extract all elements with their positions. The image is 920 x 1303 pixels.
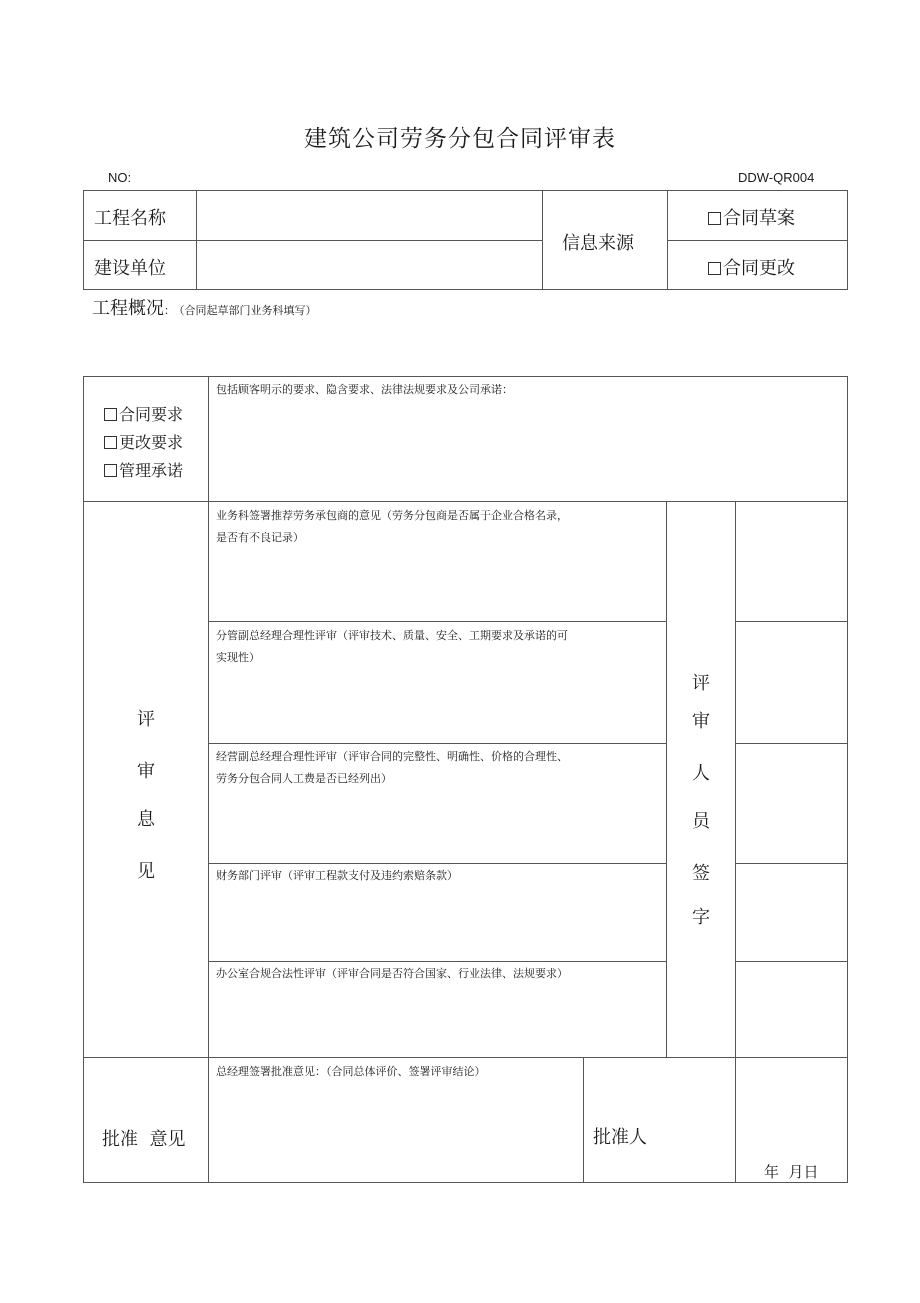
project-name-field[interactable] [197, 192, 541, 239]
info-source-label: 信息来源 [562, 233, 634, 254]
review-item-office [216, 963, 656, 985]
approver-signature-field[interactable] [736, 1058, 846, 1153]
option-management-commitment[interactable] [104, 457, 183, 485]
review-label-char-4: 见 [137, 861, 155, 882]
signature-label-char-4: 员 [692, 811, 710, 832]
review-item-finance [216, 865, 656, 887]
signature-label-char-6: 字 [692, 907, 710, 928]
signature-label-char-2: 审 [692, 711, 710, 732]
review-item-office-line1: 办公室合规合法性评审（评审合同是否符合国家、行业法律、法规要求） [216, 967, 568, 980]
page-title: 建筑公司劳务分包合同评审表 [304, 126, 616, 152]
checkbox-commitment[interactable] [104, 464, 117, 477]
review-item-deputy-technical-line2: 实现性） [216, 651, 260, 664]
review-item-deputy-business-line1: 经营副总经理合理性评审（评审合同的完整性、明确性、价格的合理性、 [216, 750, 568, 763]
requirements-description: 包括顾客明示的要求、隐含要求、法律法规要求及公司承诺： [216, 383, 513, 396]
signature-cell-office[interactable] [736, 962, 846, 1056]
approval-description: 总经理签署批准意见：（合同总体评价、签署评审结论） [216, 1065, 486, 1078]
signature-label-char-5: 签 [692, 863, 710, 884]
signature-cell-deputy-business[interactable] [736, 744, 846, 862]
signature-label-char-3: 人 [692, 763, 710, 784]
review-item-deputy-technical-line1: 分管副总经理合理性评审（评审技术、质量、安全、工期要求及承诺的可 [216, 629, 568, 642]
review-table [83, 376, 848, 1183]
approval-label: 批准 意见 [102, 1129, 186, 1150]
review-item-deputy-business [216, 746, 656, 790]
approval-date-label: 年 月日 [764, 1163, 819, 1181]
overview-line [92, 294, 317, 320]
review-item-deputy-business-line2: 劳务分包合同人工费是否已经列出） [216, 772, 392, 785]
overview-note: （合同起草部门业务科填写） [179, 304, 317, 317]
review-item-business [216, 505, 656, 549]
document-code: DDW-QR004 [738, 170, 815, 185]
checkbox-requirement[interactable] [104, 408, 117, 421]
option-contract-draft[interactable] [708, 204, 795, 230]
option-contract-requirement[interactable] [104, 401, 183, 429]
review-item-deputy-technical [216, 625, 656, 669]
signature-cell-business[interactable] [736, 502, 846, 620]
option-requirement-label: 合同要求 [119, 405, 184, 424]
signature-label-char-1: 评 [692, 673, 710, 694]
review-item-business-line1: 业务科签署推荐劳务承包商的意见（劳务分包商是否属于企业合格名录， [216, 509, 568, 522]
checkbox-change[interactable] [708, 262, 721, 275]
form-number-label: NO: [108, 170, 132, 185]
overview-label: 工程概况 [92, 298, 164, 319]
review-label-char-3: 息 [137, 809, 155, 830]
project-name-label: 工程名称 [94, 208, 166, 229]
option-draft-label: 合同草案 [723, 208, 795, 229]
review-item-business-line2: 是否有不良记录） [216, 531, 304, 544]
overview-colon: ： [164, 304, 175, 317]
signature-cell-deputy-technical[interactable] [736, 622, 846, 742]
construction-unit-field[interactable] [197, 242, 541, 289]
review-label-char-2: 审 [137, 761, 155, 782]
overview-area[interactable] [83, 320, 848, 370]
checkbox-draft[interactable] [708, 212, 721, 225]
construction-unit-label: 建设单位 [94, 258, 166, 279]
option-change-label: 合同更改 [723, 258, 795, 279]
signature-cell-finance[interactable] [736, 864, 846, 960]
option-change-requirement-label: 更改要求 [119, 433, 184, 452]
approver-label: 批准人 [593, 1127, 647, 1148]
checkbox-change-requirement[interactable] [104, 436, 117, 449]
option-commitment-label: 管理承诺 [119, 461, 184, 480]
requirement-options [104, 401, 183, 485]
option-change-requirement[interactable] [104, 429, 183, 457]
review-label-char-1: 评 [137, 709, 155, 730]
project-info-table [83, 190, 848, 290]
review-item-finance-line1: 财务部门评审（评审工程款支付及违约索赔条款） [216, 869, 458, 882]
option-contract-change[interactable] [708, 254, 795, 280]
